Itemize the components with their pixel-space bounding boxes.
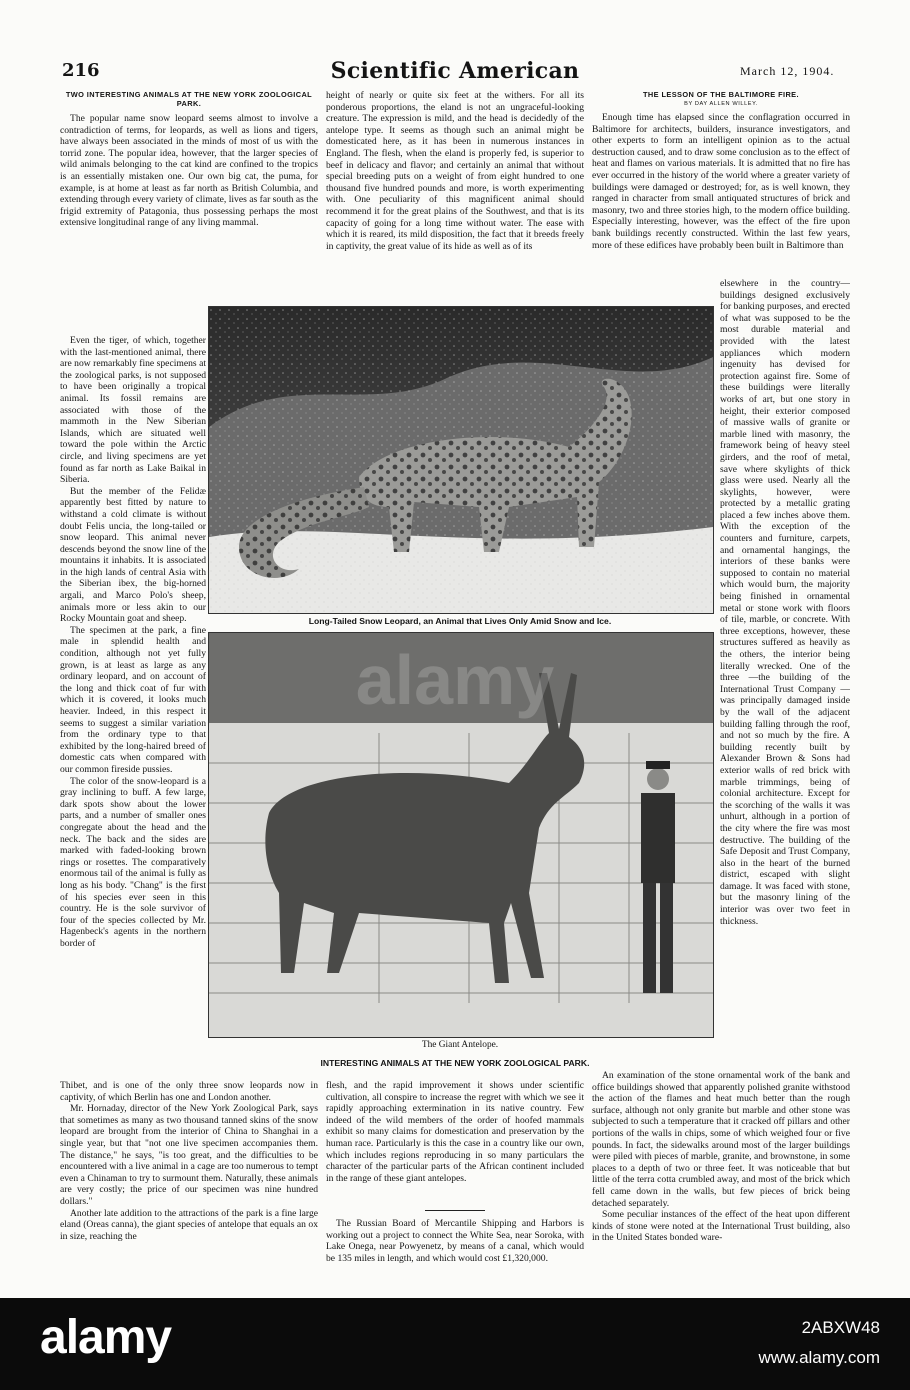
alamy-url[interactable]: www.alamy.com xyxy=(758,1348,880,1367)
giant-antelope-illustration xyxy=(208,632,714,1038)
article-zoo-title-block xyxy=(60,90,318,108)
snow-leopard-image xyxy=(209,307,713,613)
snow-leopard-caption: Long-Tailed Snow Leopard, an Animal that Lives Only Amid Snow and Ice. xyxy=(308,616,612,626)
giant-antelope-image xyxy=(209,633,713,1037)
paragraph: Thibet, and is one of the only three snow leopards now in captivity, of which Berlin has one and London another. xyxy=(60,1080,318,1103)
paragraph: Another late addition to the attractions of the park is a fine large eland (Oreas canna), the giant species of antelope that equals an ox in size, reaching the xyxy=(60,1207,318,1242)
journal-title: Scientific American xyxy=(330,58,580,84)
paragraph: Mr. Hornaday, director of the New York Zoological Park, says that sometimes as many as two thousand tanned skins of the snow leopard are brought from the interior of China to Shanghai in a single year, but that "not one live specimen accompanies them. The distance," he says, "is too great, and the difficulties to be encountered with a live animal in a cage are too numerous to tempt even a Chinaman to try to surmount them. Naturally, these animals are very costly; the price of our specimen was nine hundred dollars." xyxy=(60,1103,318,1207)
article-baltimore-bottom xyxy=(592,1070,850,1282)
paragraph: An examination of the stone ornamental work of the bank and office buildings showed that apparently polished granite withstood the action of the flames and heat much better than the rough surface, although not only granite but marble and other stone was subjected to such a temperature that it cracked off pillars and other portions of the walls in chips, some of which weighed four or five pounds. In fact, the sidewalks around most of the larger buildings were piled with pieces of marble, granite, and brownstone, in some places to a depth of two or three feet. It was noticeable that but little of the terra cotta crumbled away, and most of the brick which fell came down in the walls, but few pieces of brick being detached separately. xyxy=(592,1070,850,1209)
plate-caption: INTERESTING ANIMALS AT THE NEW YORK ZOOLOGICAL PARK. xyxy=(320,1058,590,1068)
article-baltimore-intro xyxy=(592,112,850,278)
paragraph: height of nearly or quite six feet at the withers. For all its ponderous proportions, the eland is not an ungraceful-looking creature. The expression is mild, and the head is decidedly of the antelope type. It seems as though such an animal might be domesticated here, as it has been in numerous instances in England. The flesh, when the eland is properly fed, is superior to beef in delicacy and flavor; and certainly an animal that without special breeding puts on a weight of from eight hundred to one thousand five hundred pounds and more, is worth experimenting with. One peculiarity of this magnificent animal should recommend it for the great plains of the Southwest, and that is its capacity of going for a long time without water. The ease with which it is reared, its mild disposition, the fact that it breeds freely in captivity, the great value of its hide as well as of its xyxy=(326,90,584,252)
page-number: 216 xyxy=(62,60,100,81)
snow-leopard-illustration xyxy=(208,306,714,614)
article-zoo-column-bottom xyxy=(60,1080,318,1282)
stock-footer-bar xyxy=(0,1298,910,1390)
paragraph: Enough time has elapsed since the conflagration occurred in Baltimore for architects, builders, insurance investigators, and other experts to form an intelligent opinion as to the actual destruction caused, and to draw some conclusion as to the effect of heat and flames on various materials. It is admitted that no fire has ever occurred in the history of the world where a greater variety of buildings were damaged or destroyed; for, as is well known, they ranged in character from small antiquated structures of brick and masonry, two and three stories high, to the modern office building. Especially interesting, however, was the effect of the fire upon bank buildings recently constructed. Within the last few years, more of these edifices have probably been built in Baltimore than xyxy=(592,112,850,251)
paragraph: The specimen at the park, a fine male in splendid health and condition, although not yet fully grown, is at least as large as any ordinary leopard, and on account of the long and thick coat of fur with which it is covered, it looks much heavier. Indeed, in this respect it seems to suggest a similar variation from the ordinary type to that exhibited by the long-haired breed of domestic cats when compared with our common fireside pussies. xyxy=(60,624,206,775)
image-id: 2ABXW48 xyxy=(801,1318,880,1337)
article-zoo-col2-top xyxy=(326,90,584,302)
canal-note xyxy=(326,1218,584,1282)
paragraph: flesh, and the rapid improvement it shows under scientific cultivation, all conspire to increase the regret with which we see it rapidly approaching extermination in its native country. Few indeed of the wild members of the order of hoofed mammals exhibit so many claims for domestication and preservation by the human race. Particularly is this the case in a country like our own, which includes regions reproducing in so many particulars the character of the particular parts of the African continent included in the range of these giant antelopes. xyxy=(326,1080,584,1184)
article-zoo-column-top xyxy=(60,113,318,335)
giant-antelope-caption: The Giant Antelope. xyxy=(421,1040,499,1050)
paragraph: Even the tiger, of which, together with the last-mentioned animal, there are now remarkably fine specimens at the zoological parks, is not supposed to have been originally a tropical animal. Its fossil remains are associated with those of the mammoth in the New Siberian Islands, which are situated well toward the pole within the Arctic circle, and living specimens are yet found as far north as Lake Baikal in Siberia. xyxy=(60,335,206,486)
article-baltimore-narrow xyxy=(720,278,850,1070)
article-title-baltimore: THE LESSON OF THE BALTIMORE FIRE. xyxy=(643,90,799,99)
article-zoo-column-narrow xyxy=(60,335,206,1079)
issue-date: March 12, 1904. xyxy=(740,64,835,78)
paragraph: The popular name snow leopard seems almost to involve a contradiction of terms, for leopards, as well as lions and tigers, have always been associated in the minds of most of us with the torrid zone. The popular idea, however, that the larger species of wild animals belonging to the cat kind are confined to the tropics is an essentially mistaken one. Our own big cat, the puma, for example, is at home at least as far north as British Columbia, and extending through every variety of climate, lives as far south as the frigid extremity of Patagonia, thus possessing perhaps the most extensive longitudinal range of any living mammal. xyxy=(60,113,318,229)
article-title-zoo: TWO INTERESTING ANIMALS AT THE NEW YORK ZOOLOGICAL PARK. xyxy=(65,90,313,108)
paragraph: Some peculiar instances of the effect of the heat upon different kinds of stone were noted at the International Trust building, also in the United States bonded ware- xyxy=(592,1209,850,1244)
paragraph: elsewhere in the country—buildings designed exclusively for banking purposes, and erected of what was supposed to be the most durable material and provided with the latest appliances which modern ingenuity has devised for protection against fire. Some of these buildings were literally works of art, but one story in height, their exterior composed of massive walls of granite or marble lined with masonry, the framework being of heavy steel girders, and the roof of metal, save where skylights of thick glass were used. Nearly all the skylights, however, were protected by a metallic grating placed a few inches above them. With the exception of the counters and furniture, carpets, and ornamental hangings, the interiors of these banks were supposed to contain no material which would burn, the majority being finished in ornamental metal or stone work with floors of tile, marble, or concrete. With three exceptions, however, these structures suffered as heavily as the others, the interior being literally wrecked. One of the three —the building of the International Trust Company —was principally damaged inside by the wall of the adjacent building falling through the roof, and not so much by the fire. A building recently built by Alexander Brown & Sons had exterior walls of red brick with marble trimmings, being of colonial architecture. Except for the scorching of the walls it was unhurt, although in a portion of the city where the fire was most destructive. The building of the Safe Deposit and Trust Company, also in the heart of the burned district, escaped with slight damage. It was faced with stone, but the masonry lining of the interior was over two feet in thickness. xyxy=(720,278,850,927)
divider-rule xyxy=(425,1210,485,1217)
paragraph: The Russian Board of Mercantile Shipping and Harbors is working out a project to connect the White Sea, near Soroka, with Lake Onega, near Powyenetz, by means of a canal, which would be 135 miles in length, and which would cost £1,320,000. xyxy=(326,1218,584,1264)
article-zoo-col2-bottom xyxy=(326,1080,584,1200)
paragraph: The color of the snow-leopard is a gray inclining to buff. A few large, dark spots show about the lower parts, and a number of smaller ones congregate about the head and the neck. The back and the sides are marked with faded-looking brown rings or rosettes. The comparatively enormous tail of the animal is fully as long as his body. "Chang" is the first of his species ever seen in this country. He is the sole survivor of four of the species collected by Mr. Hagenbeck's agents in the northern border of xyxy=(60,775,206,949)
article-baltimore-title-block xyxy=(592,90,850,111)
article-byline: BY DAY ALLEN WILLEY. xyxy=(684,101,758,107)
paragraph: But the member of the Felidæ apparently best fitted by nature to withstand a cold climate is without doubt Felis uncia, the long-tailed or snow leopard. This animal never descends beyond the snow line of the mountains it inhabits. It is associated in the high lands of central Asia with the Siberian ibex, the big-horned argali, and Marco Polo's sheep, animals more or less akin to our Rocky Mountain goat and sheep. xyxy=(60,485,206,625)
alamy-logo: alamy xyxy=(40,1311,172,1364)
